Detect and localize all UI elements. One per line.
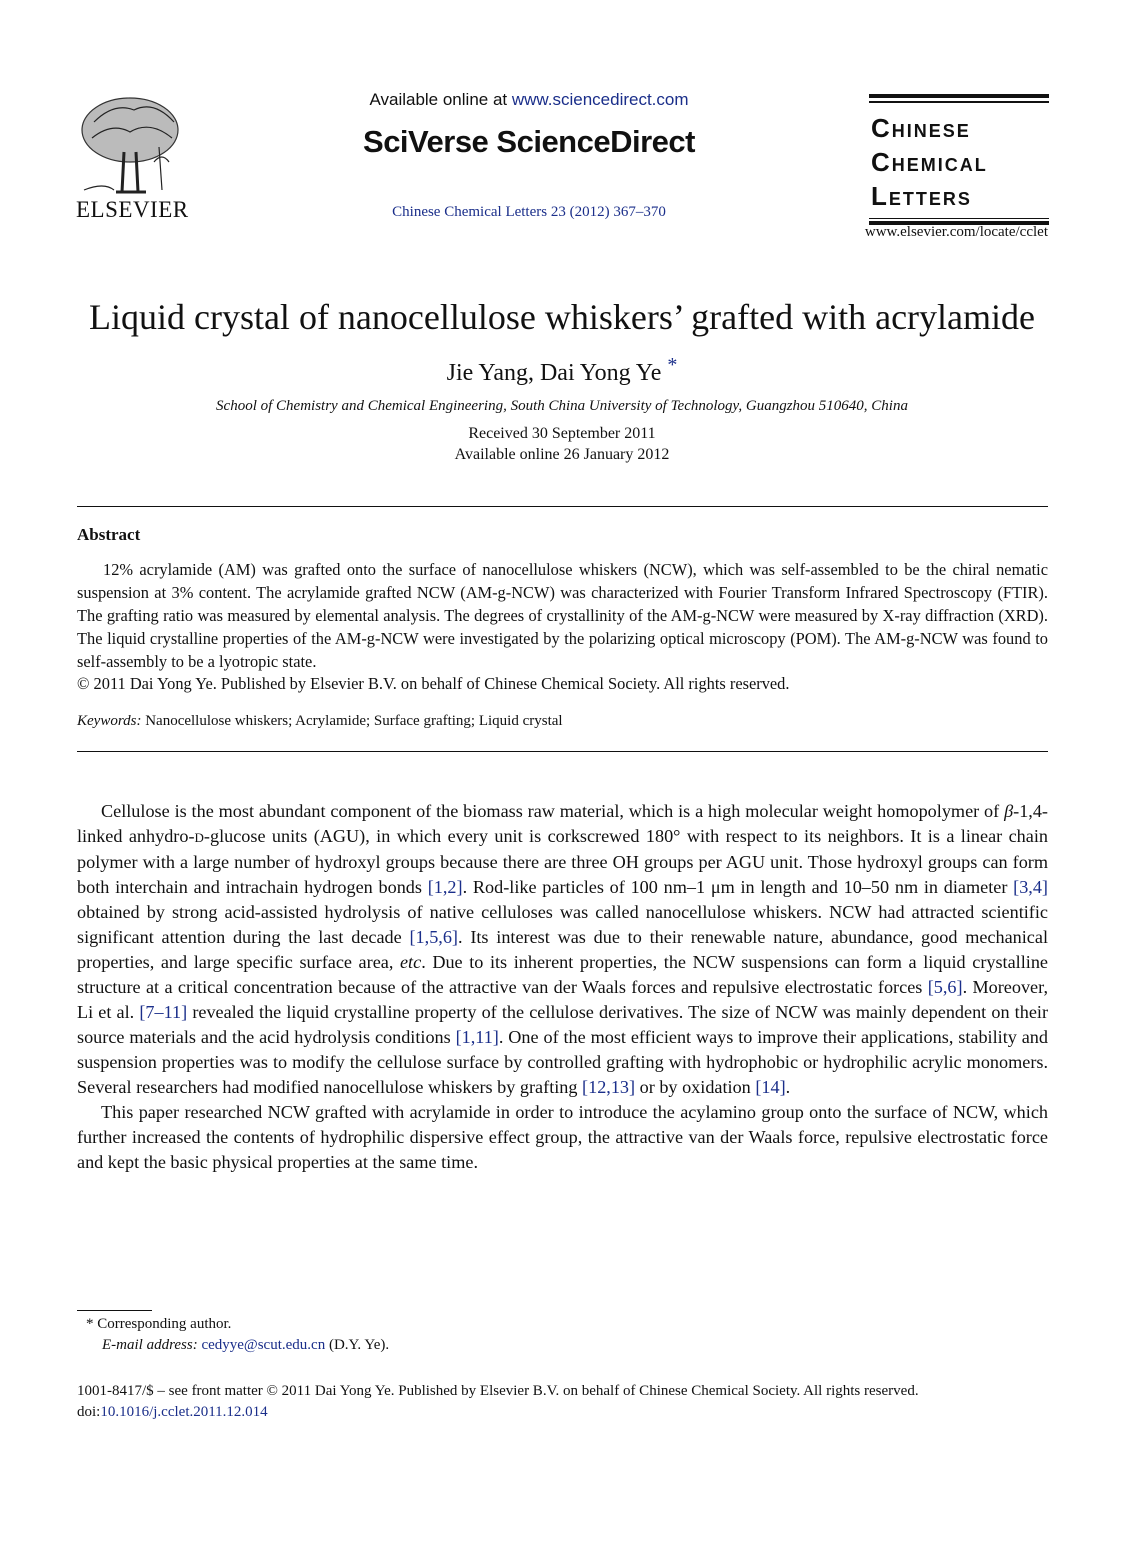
journal-citation-link[interactable]: Chinese Chemical Letters 23 (2012) 367–370 — [392, 204, 666, 220]
p1-text-3: -glucose units (AGU), in which every unit is corkscrewed 180° with respect to its neighbors. It is a linear chain polymer with a large number of hydroxyl groups because there are three OH groups per AGU unit. Those hydroxyl groups can form both interchain and intrachain hydrogen bonds — [77, 826, 1048, 897]
abstract-heading: Abstract — [77, 525, 141, 544]
available-prefix: Available online at — [369, 90, 512, 109]
article-body — [77, 799, 1048, 1175]
footnote-rule — [77, 1310, 152, 1311]
journal-logo-line3: Letters — [871, 180, 972, 211]
p1-d-smallcaps: D — [194, 830, 204, 845]
citation-link[interactable]: [5,6] — [927, 977, 963, 997]
publisher-name: ELSEVIER — [76, 197, 189, 222]
keywords-label: Keywords: — [77, 713, 142, 729]
body-paragraph-2: This paper researched NCW grafted with acrylamide in order to introduce the acylamino group onto the surface of NCW, which further increased the contents of hydrophilic dispersive effect group, the attractive van der Waals force, repulsive electrostatic force and kept the basic physical properties at the same time. — [77, 1102, 1048, 1172]
email-link[interactable]: cedyye@scut.edu.cn — [201, 1337, 326, 1353]
corresponding-author-mark[interactable]: * — [667, 354, 678, 376]
p1-text-1: Cellulose is the most abundant component of the biomass raw material, which is a high molecular weight homopolymer of — [101, 801, 1005, 821]
citation-link[interactable]: [3,4] — [1013, 877, 1048, 897]
footnote-mark: * — [86, 1316, 94, 1332]
abstract-copyright: © 2011 Dai Yong Ye. Published by Elsevier B.V. on behalf of Chinese Chemical Society. All rights reserved. — [77, 674, 790, 693]
doi-line — [77, 1404, 268, 1421]
citation-link[interactable]: [1,2] — [427, 877, 463, 897]
keywords-list: Nanocellulose whiskers; Acrylamide; Surface grafting; Liquid crystal — [145, 713, 563, 729]
journal-logo-line2: Chemical — [871, 146, 988, 177]
platform-logo: SciVerse ScienceDirect — [363, 124, 695, 159]
body-paragraph-1 — [77, 799, 1048, 1100]
email-footnote — [102, 1337, 389, 1354]
email-suffix: (D.Y. Ye). — [325, 1337, 390, 1353]
footnote-text: Corresponding author. — [97, 1316, 232, 1332]
citation-link[interactable]: [7–11] — [139, 1002, 188, 1022]
p1-text-10: . One of the most efficient ways to improve their applications, stability and suspension properties was to modify the cellulose surface by controlled grafting with hydrophobic or hydrophilic acrylic monomers. Several researchers had modified nanocellulose whiskers by grafting — [77, 1027, 1048, 1097]
p1-text-8: . Moreover, Li et al. — [77, 977, 1048, 1022]
p1-beta-symbol: β — [1004, 801, 1014, 821]
citation-link[interactable]: [14] — [755, 1077, 786, 1097]
journal-logo-top-bar — [869, 94, 1049, 98]
p1-text-7: . Due to its inherent properties, the NCW suspensions can form a liquid crystalline structure at a critical concentration because of the attractive van der Waals forces and repulsive electrostatic forces — [77, 952, 1048, 997]
email-label: E-mail address: — [102, 1337, 198, 1353]
p1-text-2: -1,4-linked anhydro- — [77, 801, 1048, 846]
online-date: Available online 26 January 2012 — [454, 446, 670, 463]
abstract-body — [77, 558, 1048, 673]
abstract-text: 12% acrylamide (AM) was grafted onto the surface of nanocellulose whiskers (NCW), which was self-assembled to be the chiral nematic suspension at 3% content. The acrylamide grafted NCW (AM-g-NCW) was characterized with Fourier Transform Infrared Spectroscopy (FTIR). The grafting ratio was measured by elemental analysis. The degrees of crystallinity of the AM-g-NCW were measured by X-ray diffraction (XRD). The liquid crystalline properties of the AM-g-NCW were investigated by the polarizing optical microscopy (POM). The AM-g-NCW was found to self-assembly to be a lyotropic state. — [77, 560, 1048, 671]
journal-logo-line1: Chinese — [871, 112, 971, 143]
abstract-top-rule — [77, 506, 1048, 507]
author-affiliation: School of Chemistry and Chemical Engineering, South China University of Technology, Guangzhou 510640, China — [216, 398, 908, 414]
journal-logo — [869, 94, 1049, 225]
author-names: Jie Yang, Dai Yong Ye — [446, 360, 662, 386]
p1-text-4: . Rod-like particles of 100 nm–1 μm in length and 10–50 nm in diameter — [462, 877, 1014, 897]
journal-logo-bottom-thin-bar — [869, 218, 1049, 220]
p1-text-12: . — [785, 1077, 791, 1097]
p1-text-11: or by oxidation — [635, 1077, 756, 1097]
corresponding-footnote — [86, 1316, 231, 1333]
received-date: Received 30 September 2011 — [468, 425, 656, 442]
article-authors — [0, 354, 1124, 387]
p1-text-9: revealed the liquid crystalline property of the cellulose derivatives. The size of NCW was mainly dependent on their source materials and the acid hydrolysis conditions — [77, 1002, 1048, 1047]
p1-etc: etc — [399, 952, 422, 972]
doi-label: doi: — [77, 1404, 101, 1420]
journal-logo-title — [869, 103, 1049, 215]
article-title: Liquid crystal of nanocellulose whiskers’ grafted with acrylamide — [88, 297, 1036, 337]
citation-link[interactable]: [12,13] — [582, 1077, 636, 1097]
p1-text-6: . Its interest was due to their renewable nature, abundance, good mechanical properties, and large specific surface area, — [77, 927, 1048, 972]
keywords — [77, 713, 563, 730]
doi-link[interactable]: 10.1016/j.cclet.2011.12.014 — [100, 1404, 268, 1420]
sciencedirect-link[interactable]: www.sciencedirect.com — [511, 90, 689, 109]
front-matter-line: 1001-8417/$ – see front matter © 2011 Dai Yong Ye. Published by Elsevier B.V. on behalf of Chinese Chemical Society. All rights reserved. — [77, 1383, 919, 1399]
citation-link[interactable]: [1,11] — [455, 1027, 499, 1047]
p1-text-5: obtained by strong acid-assisted hydrolysis of native celluloses was called nanocellulose whiskers. NCW had attracted scientific significant attention during the last decade — [77, 902, 1048, 947]
journal-url[interactable]: www.elsevier.com/locate/cclet — [864, 224, 1048, 240]
citation-link[interactable]: [1,5,6] — [409, 927, 458, 947]
abstract-bottom-rule — [77, 751, 1048, 752]
